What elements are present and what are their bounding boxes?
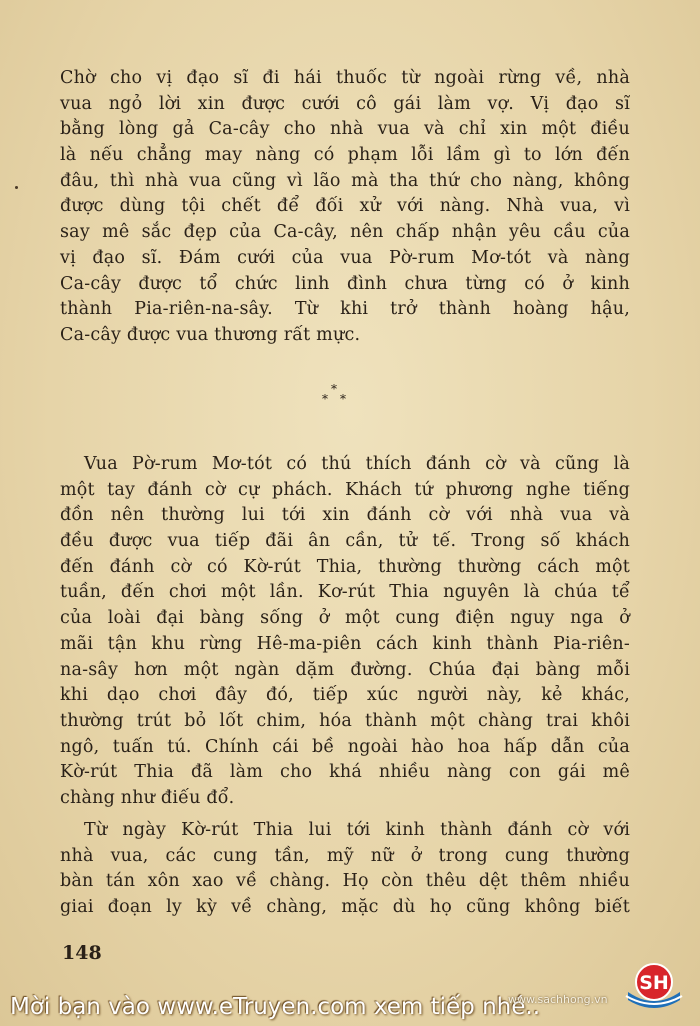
text-line: vua ngỏ lời xin được cưới cô gái làm vợ. Vị đạo sĩ <box>60 93 630 114</box>
text-line: chàng như điếu đổ. <box>60 787 235 808</box>
publisher-logo-icon <box>624 962 684 1010</box>
text-line: bằng lòng gả Ca-cây cho nhà vua và chỉ xin một điều <box>60 119 630 140</box>
text-line: Chờ cho vị đạo sĩ đi hái thuốc từ ngoài rừng về, nhà <box>60 68 630 88</box>
etruyen-link[interactable]: Mời bạn vào www.eTruyen.com xem tiếp nhé.. <box>10 994 541 1020</box>
text-line: na-sây hơn một ngàn dặm đường. Chúa đại bàng mỗi <box>60 659 630 680</box>
logo-text: SH <box>639 972 669 994</box>
text-line: thường trút bỏ lốt chim, hóa thành một chàng trai khôi <box>60 710 630 731</box>
margin-speck <box>15 186 18 189</box>
paragraph-1 <box>60 66 630 349</box>
text-line: ngô, tuấn tú. Chính cái bề ngoài hào hoa hấp dẫn của <box>60 736 630 757</box>
watermark-url: www.sachhong.vn <box>508 993 608 1006</box>
text-line: của loài đại bàng sống ở một cung điện nguy nga ở <box>60 608 630 629</box>
text-line: đều được vua tiếp đãi ân cần, tử tế. Trong số khách <box>60 531 630 552</box>
text-line: Ca-cây được vua thương rất mực. <box>60 324 361 345</box>
text-line: khi dạo chơi đây đó, tiếp xúc người này, kẻ khác, <box>60 685 630 706</box>
text-line: là nếu chẳng may nàng có phạm lỗi lầm gì to lớn đến <box>60 145 630 166</box>
page-number: 148 <box>62 942 102 964</box>
text-line: nhà vua, các cung tần, mỹ nữ ở trong cung thường <box>60 845 630 866</box>
footer-bar <box>0 990 700 1026</box>
text-line: Ca-cây được tổ chức linh đình chưa từng có ở kinh <box>60 273 630 294</box>
text-line: Kờ-rút Thia đã làm cho khá nhiều nàng con gái mê <box>60 762 630 783</box>
text-line: đến đánh cờ có Kờ-rút Thia, thường thường cách một <box>60 556 630 577</box>
asterism: * * * <box>322 382 346 406</box>
paragraph-2 <box>60 452 630 812</box>
text-line: bàn tán xôn xao về chàng. Họ còn thêu dệt thêm nhiều <box>60 871 630 892</box>
text-line: tuần, đến chơi một lần. Kơ-rút Thia nguyên là chúa tể <box>60 582 630 603</box>
text-line: say mê sắc đẹp của Ca-cây, nên chấp nhận yêu cầu của <box>60 222 630 243</box>
text-line: được dùng tội chết để đối xử với nàng. Nhà vua, vì <box>60 196 630 217</box>
text-line: đồn nên thường lui tới xin đánh cờ với nhà vua và <box>60 505 630 526</box>
text-line: giai đoạn ly kỳ về chàng, mặc dù họ cũng không biết <box>60 897 630 918</box>
text-line: đâu, thì nhà vua cũng vì lão mà tha thứ cho nàng, không <box>60 170 630 191</box>
text-line: thành Pia-riên-na-sây. Từ khi trở thành hoàng hậu, <box>60 299 630 320</box>
text-line: mãi tận khu rừng Hê-ma-piên cách kinh thành Pia-riên- <box>60 633 630 654</box>
text-line: một tay đánh cờ cự phách. Khách tứ phương nghe tiếng <box>60 479 630 500</box>
paragraph-3 <box>60 818 630 921</box>
text-line: Từ ngày Kờ-rút Thia lui tới kinh thành đánh cờ với <box>84 820 630 840</box>
text-line: Vua Pờ-rum Mơ-tót có thú thích đánh cờ và cũng là <box>84 454 630 474</box>
text-line: vị đạo sĩ. Đám cưới của vua Pờ-rum Mơ-tót và nàng <box>60 247 630 268</box>
